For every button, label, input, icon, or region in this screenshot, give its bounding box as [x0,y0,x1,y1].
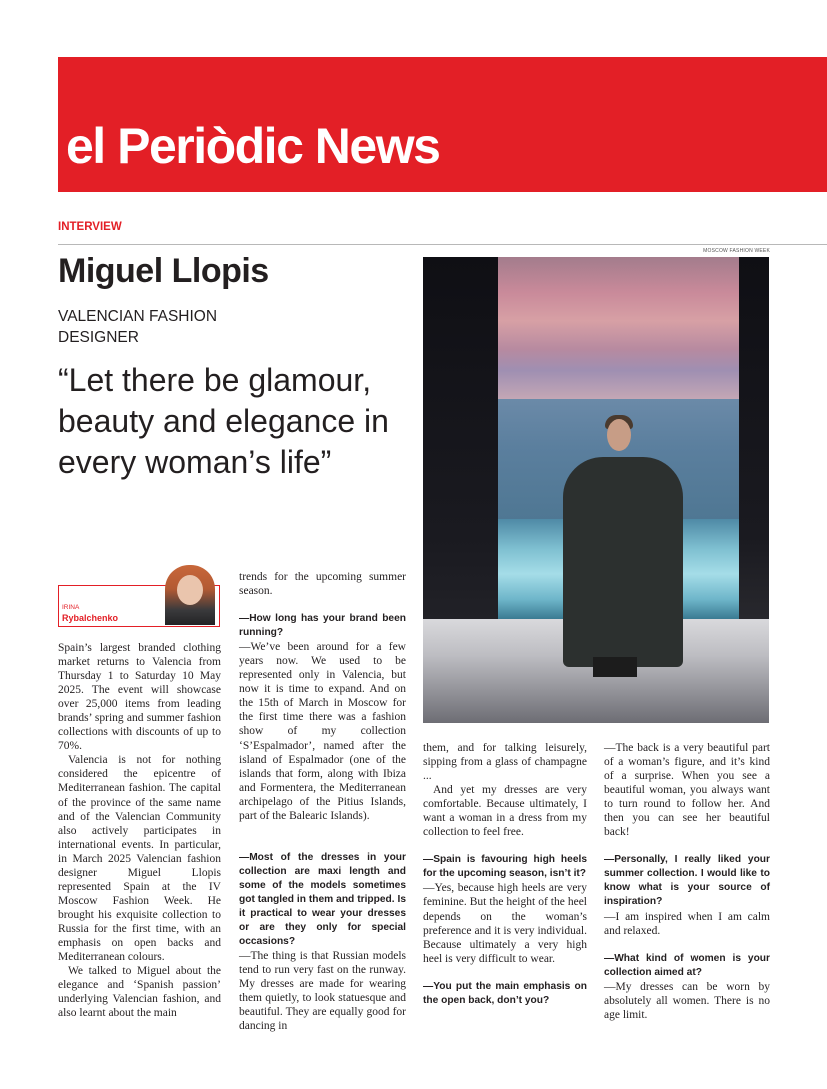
paragraph: them, and for talking leisurely, sipping from a glass of champagne ... [423,742,587,783]
article-column-2 [239,570,406,1033]
paragraph: We talked to Miguel about the elegance and ‘Spanish passion’ underlying Valencian fashion, and also learnt about the main [58,965,221,1020]
question: —Personally, I really liked your summer collection. I would like to know what is your source of inspiration? [604,854,770,908]
paragraph: Valencia is not for nothing considered the epicentre of Mediterranean fashion. The capital of the province of the same name and of the Valencian Community also actively participates in international events. In particular, in March 2025 Valencian fashion designer Miguel Llopis represented Spain at the IV Moscow Fashion Week. He brought his exquisite collection to Russia for the first time, with an emphasis on open backs and Mediterranean colours. [58,754,221,964]
paragraph: Spain’s largest branded clothing market returns to Valencia from Thursday 1 to Saturday 10 May 2025. The event will showcase over 25,000 items from leading brands’ spring and summer fashion collections with discounts of up to 70%. [58,642,221,753]
pull-quote: “Let there be glamour, beauty and elegance in every woman’s life” [58,362,389,480]
question: —How long has your brand been running? [239,613,406,639]
author-avatar-face [177,575,203,605]
photo-credit: MOSCOW FASHION WEEK [703,248,770,254]
answer: —Yes, because high heels are very feminine. But the height of the heel depends on the woman’s preference and it is very individual. Because ultimately a very high heel is very difficult to wear. [423,882,587,965]
section-rule [58,244,827,245]
interviewee-role: VALENCIAN FASHION DESIGNER [58,308,218,346]
section-label: INTERVIEW [58,221,122,233]
author-first-name: IRINA [62,604,80,611]
paragraph: And yet my dresses are very comfortable. Because ultimately, I want a woman in a dress from my collection to feel free. [423,784,587,839]
answer: —The back is a very beautiful part of a woman’s figure, and it’s kind of a surprise. When you see a beautiful woman, you always want to turn round to follow her. And then you can see her beautiful back! [604,742,770,839]
answer: —The thing is that Russian models tend to run very fast on the runway. My dresses are made for wearing them quietly, to look statuesque and beautiful. They are equally good for dancing in [239,950,406,1033]
paragraph: trends for the upcoming summer season. [239,571,406,598]
interviewee-name: Miguel Llopis [58,252,269,290]
photo-designer-shoes [593,657,637,677]
article-column-3 [423,741,587,1008]
article-column-4 [604,741,770,1022]
photo-screen-sky [498,257,739,399]
answer: —I am inspired when I am calm and relaxed. [604,910,770,937]
answer: —We’ve been around for a few years now. We used to be represented only in Valencia, but now it is time to expand. And on the 15th of March in Moscow for the first time there was a fashion show of my collection ‘S’Espalmador’, named after the island of Espalmador (one of the islands that form, along with Ibiza and Formentera, the Mediterranean archipelago of the Pitius Islands, part of the Balearic Islands). [239,641,406,822]
question: —You put the main emphasis on the open back, don’t you? [423,980,587,1006]
photo-designer-coat [563,457,683,667]
article-column-1 [58,641,221,1020]
author-last-name: Rybalchenko [62,613,119,623]
answer: —My dresses can be worn by absolutely all women. There is no age limit. [604,980,770,1021]
question: —Most of the dresses in your collection are maxi length and some of the models sometimes got tangled in them and tripped. Is it practical to wear your dresses or are they only for special occasions? [239,851,406,948]
masthead-title: el Periòdic News [66,118,440,174]
question: —Spain is favouring high heels for the upcoming season, isn’t it? [423,854,587,880]
question: —What kind of women is your collection aimed at? [604,952,770,978]
runway-photo [423,257,769,723]
photo-designer-head [607,419,631,451]
